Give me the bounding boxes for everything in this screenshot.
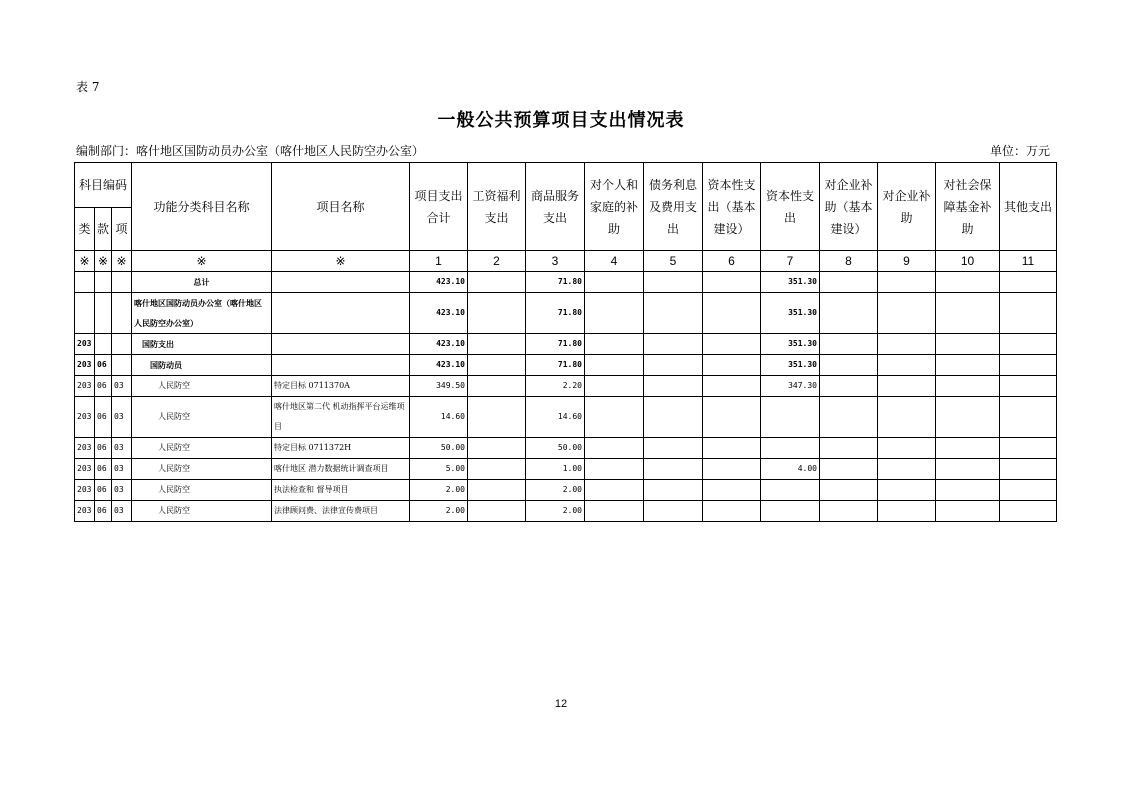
amount-cell	[644, 397, 703, 438]
index-cell: 5	[644, 251, 703, 272]
amount-cell	[1000, 438, 1057, 459]
amount-cell	[1000, 397, 1057, 438]
lei-cell: 203	[75, 501, 95, 522]
amount-cell	[820, 355, 878, 376]
xiang-cell: 03	[112, 376, 132, 397]
amount-cell	[644, 272, 703, 293]
lei-cell: 203	[75, 397, 95, 438]
amount-cell	[585, 397, 644, 438]
index-cell: 2	[468, 251, 526, 272]
amount-cell	[936, 272, 1000, 293]
kuan-cell: 06	[95, 397, 112, 438]
amount-cell: 4.00	[761, 459, 820, 480]
amount-cell	[820, 334, 878, 355]
lei-cell: 203	[75, 376, 95, 397]
project-name-cell: 喀什地区第二代 机动指挥平台运维项目	[272, 397, 410, 438]
amount-cell	[468, 501, 526, 522]
unit-label: 单位：万元	[990, 144, 1051, 158]
func-name-cell: 人民防空	[132, 501, 272, 522]
project-name-cell	[272, 272, 410, 293]
amount-cell: 71.80	[526, 334, 585, 355]
amount-cell: 2.00	[410, 480, 468, 501]
amount-cell	[1000, 480, 1057, 501]
amount-cell	[585, 438, 644, 459]
index-cell: 10	[936, 251, 1000, 272]
func-name-cell: 人民防空	[132, 459, 272, 480]
amount-cell	[644, 334, 703, 355]
amount-cell	[936, 355, 1000, 376]
amount-cell: 423.10	[410, 355, 468, 376]
func-name-cell: 喀什地区国防动员办公室（喀什地区人民防空办公室）	[132, 293, 272, 334]
col-header: 项目支出合计	[410, 163, 468, 251]
col-header: 资本性支出（基本建设）	[703, 163, 761, 251]
col-header: 对个人和家庭的补助	[585, 163, 644, 251]
col-header: 对社会保障基金补助	[936, 163, 1000, 251]
index-cell: ※	[95, 251, 112, 272]
header-row-1	[75, 163, 1057, 208]
kuan-cell: 06	[95, 480, 112, 501]
amount-cell	[878, 355, 936, 376]
amount-cell	[936, 334, 1000, 355]
amount-cell: 2.00	[526, 501, 585, 522]
func-name-cell: 人民防空	[132, 480, 272, 501]
amount-cell: 14.60	[526, 397, 585, 438]
amount-cell	[703, 334, 761, 355]
amount-cell	[703, 272, 761, 293]
xiang-cell: 03	[112, 459, 132, 480]
index-cell: 4	[585, 251, 644, 272]
amount-cell: 351.30	[761, 293, 820, 334]
amount-cell	[468, 355, 526, 376]
amount-cell	[878, 438, 936, 459]
amount-cell	[1000, 501, 1057, 522]
amount-cell	[1000, 272, 1057, 293]
table-row	[75, 334, 1057, 355]
amount-cell	[585, 459, 644, 480]
amount-cell	[761, 397, 820, 438]
xiang-cell: 03	[112, 438, 132, 459]
func-name-cell: 人民防空	[132, 397, 272, 438]
project-name-cell	[272, 334, 410, 355]
xiang-cell	[112, 334, 132, 355]
col-header: 其他支出	[1000, 163, 1057, 251]
index-cell: ※	[132, 251, 272, 272]
amount-cell: 71.80	[526, 293, 585, 334]
amount-cell	[1000, 293, 1057, 334]
col-header: 债务利息及费用支出	[644, 163, 703, 251]
xiang-cell: 03	[112, 501, 132, 522]
amount-cell: 349.50	[410, 376, 468, 397]
amount-cell	[761, 480, 820, 501]
amount-cell	[644, 480, 703, 501]
amount-cell	[1000, 355, 1057, 376]
amount-cell: 71.80	[526, 355, 585, 376]
xiang-cell: 03	[112, 397, 132, 438]
amount-cell	[703, 355, 761, 376]
amount-cell	[936, 459, 1000, 480]
project-name-cell: 特定目标 0711372H	[272, 438, 410, 459]
project-name-cell: 喀什地区 潜力数据统计调查项目	[272, 459, 410, 480]
amount-cell	[703, 438, 761, 459]
func-name-cell: 人民防空	[132, 438, 272, 459]
project-name-cell: 法律顾问费、法律宣传费项目	[272, 501, 410, 522]
amount-cell	[468, 480, 526, 501]
amount-cell	[936, 501, 1000, 522]
budget-table	[74, 162, 1057, 522]
lei-cell: 203	[75, 438, 95, 459]
xiang-header: 项	[112, 208, 132, 251]
amount-cell	[1000, 459, 1057, 480]
index-cell: 6	[703, 251, 761, 272]
amount-cell	[936, 438, 1000, 459]
amount-cell	[468, 438, 526, 459]
amount-cell	[1000, 376, 1057, 397]
table-row	[75, 272, 1057, 293]
amount-cell	[703, 376, 761, 397]
amount-cell: 14.60	[410, 397, 468, 438]
amount-cell	[644, 376, 703, 397]
amount-cell	[761, 501, 820, 522]
kuan-cell	[95, 334, 112, 355]
kuan-cell	[95, 272, 112, 293]
amount-cell	[703, 293, 761, 334]
kuan-cell	[95, 293, 112, 334]
amount-cell	[468, 272, 526, 293]
lei-cell: 203	[75, 334, 95, 355]
amount-cell	[468, 293, 526, 334]
amount-cell: 2.20	[526, 376, 585, 397]
amount-cell	[878, 334, 936, 355]
index-cell: 1	[410, 251, 468, 272]
index-cell: 9	[878, 251, 936, 272]
table-row	[75, 355, 1057, 376]
index-cell: 8	[820, 251, 878, 272]
kuan-cell: 06	[95, 501, 112, 522]
lei-header: 类	[75, 208, 95, 251]
amount-cell: 423.10	[410, 272, 468, 293]
amount-cell	[468, 397, 526, 438]
amount-cell	[644, 459, 703, 480]
amount-cell	[820, 480, 878, 501]
amount-cell	[820, 397, 878, 438]
amount-cell: 50.00	[410, 438, 468, 459]
amount-cell	[585, 376, 644, 397]
amount-cell	[644, 293, 703, 334]
index-cell: 3	[526, 251, 585, 272]
func-name-header: 功能分类科目名称	[132, 163, 272, 251]
kuan-cell: 06	[95, 376, 112, 397]
page-number: 12	[554, 698, 568, 710]
table-label: 表 7	[76, 80, 100, 94]
xiang-cell	[112, 272, 132, 293]
page-title: 一般公共预算项目支出情况表	[437, 110, 685, 131]
amount-cell	[644, 355, 703, 376]
project-name-cell: 特定目标 0711370A	[272, 376, 410, 397]
amount-cell: 5.00	[410, 459, 468, 480]
amount-cell	[585, 501, 644, 522]
amount-cell	[585, 480, 644, 501]
project-name-header: 项目名称	[272, 163, 410, 251]
amount-cell	[1000, 334, 1057, 355]
table-row	[75, 438, 1057, 459]
amount-cell	[820, 272, 878, 293]
col-header: 对企业补助（基本建设）	[820, 163, 878, 251]
project-name-cell	[272, 293, 410, 334]
lei-cell	[75, 293, 95, 334]
table-row	[75, 376, 1057, 397]
amount-cell	[878, 459, 936, 480]
amount-cell	[703, 501, 761, 522]
amount-cell	[468, 334, 526, 355]
amount-cell	[644, 501, 703, 522]
col-header: 工资福利支出	[468, 163, 526, 251]
index-row	[75, 251, 1057, 272]
amount-cell	[820, 293, 878, 334]
func-name-cell: 国防动员	[132, 355, 272, 376]
func-name-cell: 总计	[132, 272, 272, 293]
amount-cell	[703, 459, 761, 480]
amount-cell	[878, 293, 936, 334]
amount-cell	[936, 480, 1000, 501]
index-cell: ※	[75, 251, 95, 272]
col-header: 对企业补助	[878, 163, 936, 251]
kuan-cell: 06	[95, 355, 112, 376]
amount-cell	[878, 272, 936, 293]
amount-cell	[936, 293, 1000, 334]
amount-cell: 2.00	[526, 480, 585, 501]
amount-cell: 71.80	[526, 272, 585, 293]
lei-cell: 203	[75, 355, 95, 376]
amount-cell: 1.00	[526, 459, 585, 480]
index-cell: 11	[1000, 251, 1057, 272]
amount-cell	[585, 355, 644, 376]
project-name-cell	[272, 355, 410, 376]
amount-cell: 2.00	[410, 501, 468, 522]
col-header: 商品服务支出	[526, 163, 585, 251]
kuan-cell: 06	[95, 459, 112, 480]
amount-cell: 351.30	[761, 334, 820, 355]
index-cell: ※	[272, 251, 410, 272]
amount-cell	[585, 334, 644, 355]
amount-cell: 423.10	[410, 334, 468, 355]
department-label: 编制部门：喀什地区国防动员办公室（喀什地区人民防空办公室）	[76, 144, 425, 158]
func-name-cell: 人民防空	[132, 376, 272, 397]
amount-cell	[761, 438, 820, 459]
amount-cell: 351.30	[761, 355, 820, 376]
index-cell: ※	[112, 251, 132, 272]
amount-cell: 351.30	[761, 272, 820, 293]
table-body	[75, 272, 1057, 522]
table-row	[75, 397, 1057, 438]
amount-cell: 347.30	[761, 376, 820, 397]
table-row	[75, 293, 1057, 334]
xiang-cell	[112, 293, 132, 334]
kuan-cell: 06	[95, 438, 112, 459]
amount-cell	[468, 376, 526, 397]
lei-cell: 203	[75, 480, 95, 501]
amount-cell	[703, 480, 761, 501]
amount-cell	[878, 376, 936, 397]
kuan-header: 款	[95, 208, 112, 251]
col-header: 资本性支出	[761, 163, 820, 251]
amount-cell: 50.00	[526, 438, 585, 459]
lei-cell: 203	[75, 459, 95, 480]
lei-cell	[75, 272, 95, 293]
amount-cell	[936, 376, 1000, 397]
table-row	[75, 501, 1057, 522]
amount-cell: 423.10	[410, 293, 468, 334]
amount-cell	[703, 397, 761, 438]
table-row	[75, 459, 1057, 480]
amount-cell	[468, 459, 526, 480]
amount-cell	[878, 480, 936, 501]
amount-cell	[820, 438, 878, 459]
func-name-cell: 国防支出	[132, 334, 272, 355]
amount-cell	[878, 501, 936, 522]
xiang-cell: 03	[112, 480, 132, 501]
amount-cell	[585, 272, 644, 293]
project-name-cell: 执法检查和 督导项目	[272, 480, 410, 501]
amount-cell	[644, 438, 703, 459]
amount-cell	[936, 397, 1000, 438]
amount-cell	[820, 501, 878, 522]
amount-cell	[878, 397, 936, 438]
index-cell: 7	[761, 251, 820, 272]
amount-cell	[585, 293, 644, 334]
table-row	[75, 480, 1057, 501]
xiang-cell	[112, 355, 132, 376]
amount-cell	[820, 459, 878, 480]
amount-cell	[820, 376, 878, 397]
subject-code-header: 科目编码	[75, 163, 132, 208]
